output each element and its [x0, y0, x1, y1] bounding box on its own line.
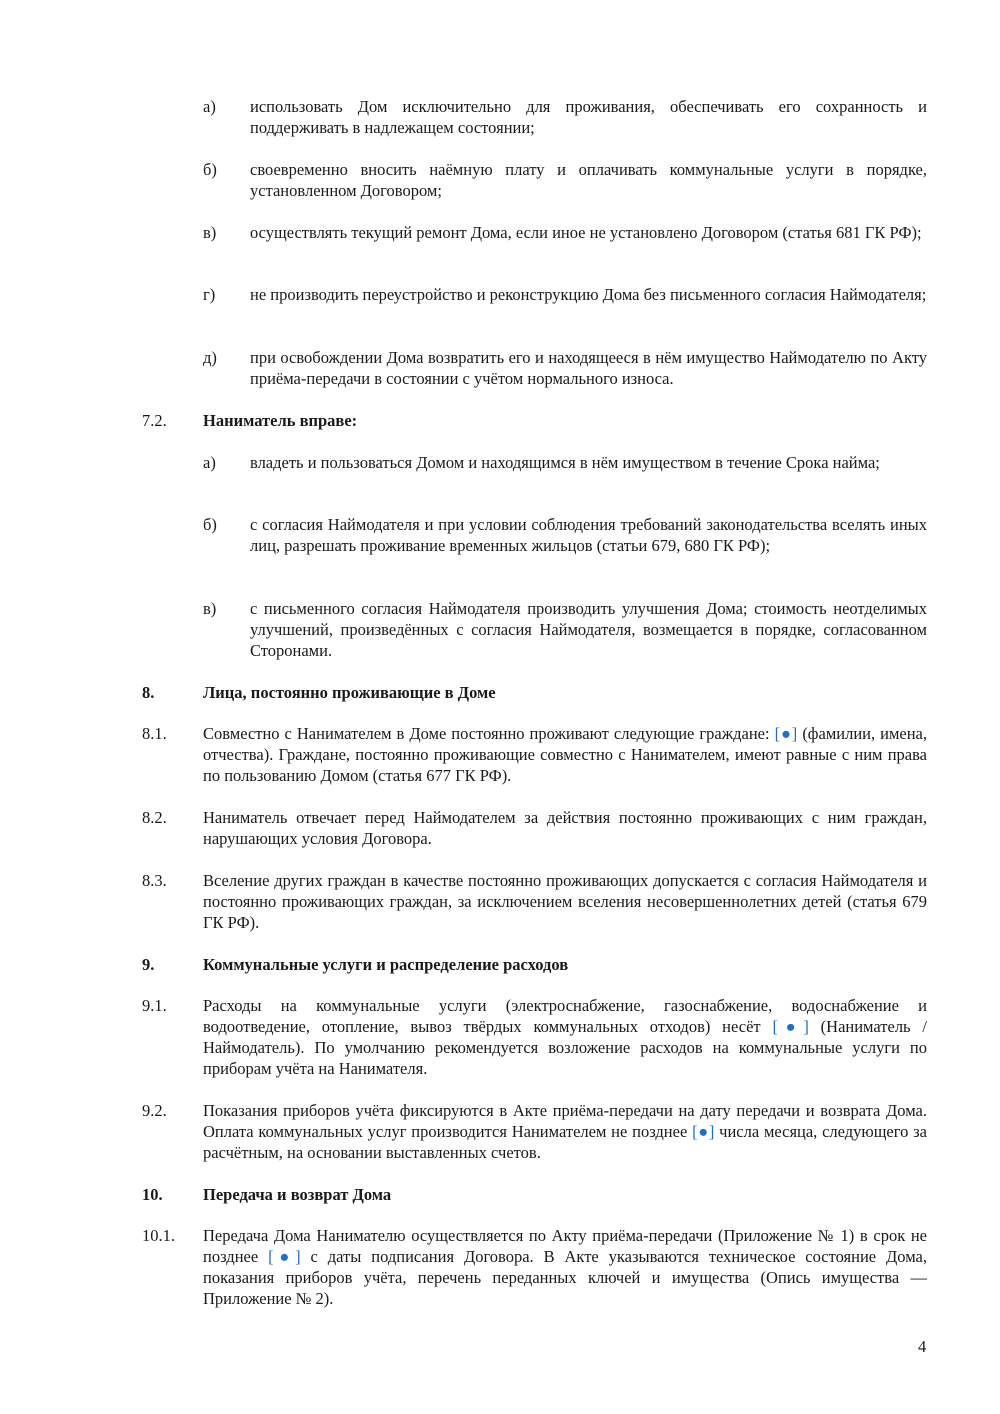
clause-number: 10.1.	[142, 1226, 175, 1245]
clause-number: 9.1.	[142, 996, 167, 1015]
section-title: Передача и возврат Дома	[203, 1185, 392, 1204]
section-number: 10.	[142, 1185, 163, 1204]
clause-text: Вселение других граждан в качестве постоянно проживающих допускается с согласия Наймодателя и постоянно проживающих граждан, за исключением вселения несовершеннолетних детей (статья 679 ГК РФ).	[203, 871, 927, 932]
clause-number: 9.2.	[142, 1101, 167, 1120]
clause-text: Наниматель отвечает перед Наймодателем за действия постоянно проживающих с ним граждан, нарушающих условия Договора.	[203, 808, 927, 848]
list-item-text: с согласия Наймодателя и при условии соблюдения требований законодательства вселять иных лиц, разрешать проживание временных жильцов (статьи 679, 680 ГК РФ);	[250, 515, 927, 555]
clause-number: 8.2.	[142, 808, 167, 827]
list-item-label: д)	[203, 348, 217, 367]
list-item-label: в)	[203, 599, 217, 618]
list-item-label: а)	[203, 97, 216, 116]
section-title: Коммунальные услуги и распределение расходов	[203, 955, 569, 974]
list-item-label: в)	[203, 223, 217, 242]
placeholder-marker: [●]	[692, 1122, 715, 1141]
list-item-label: г)	[203, 285, 216, 304]
clause-text: Передача Дома Нанимателю осуществляется по Акту приёма-передачи (Приложение № 1) в срок не позднее [●] с даты подписания Договора. В Акте указываются техническое состояние Дома, показания приборов учёта, перечень переданных ключей и имущества (Опись имущества — Приложение № 2).	[203, 1226, 927, 1308]
clause-number: 8.3.	[142, 871, 167, 890]
list-item-label: а)	[203, 453, 216, 472]
clause-text: Показания приборов учёта фиксируются в Акте приёма-передачи на дату передачи и возврата Дома. Оплата коммунальных услуг производится Нанимателем не позднее [●] числа месяца, следующего за расчётным, на основании выставленных счетов.	[203, 1101, 927, 1162]
list-item-label: б)	[203, 160, 217, 179]
list-item-text: не производить переустройство и реконструкцию Дома без письменного согласия Наймодателя;	[250, 285, 927, 304]
clause-heading-text: Наниматель вправе:	[203, 411, 358, 430]
placeholder-marker: [●]	[772, 1017, 809, 1036]
list-item-label: б)	[203, 515, 217, 534]
clause-number: 8.1.	[142, 724, 167, 743]
placeholder-marker: [●]	[774, 724, 798, 743]
list-item-text: использовать Дом исключительно для проживания, обеспечивать его сохранность и поддерживать в надлежащем состоянии;	[250, 97, 927, 137]
clause-text: Совместно с Нанимателем в Доме постоянно проживают следующие граждане: [●] (фамилии, имена, отчества). Граждане, постоянно проживающие совместно с Нанимателем, имеют равные с ним права по пользованию Домом (статья 677 ГК РФ).	[203, 724, 927, 785]
section-title: Лица, постоянно проживающие в Доме	[203, 683, 496, 702]
list-item-text: с письменного согласия Наймодателя производить улучшения Дома; стоимость неотделимых улучшений, произведённых с согласия Наймодателя, возмещается в порядке, согласованном Сторонами.	[250, 599, 927, 660]
list-item-text: своевременно вносить наёмную плату и оплачивать коммунальные услуги в порядке, установленном Договором;	[250, 160, 927, 200]
section-number: 9.	[142, 955, 155, 974]
page-number: 4	[918, 1337, 927, 1356]
clause-text: Расходы на коммунальные услуги (электроснабжение, газоснабжение, водоснабжение и водоотведение, отопление, вывоз твёрдых коммунальных отходов) несёт [●] (Наниматель / Наймодатель). По умолчанию рекомендуется возложение расходов на коммунальные услуги по приборам учёта на Нанимателя.	[203, 996, 927, 1078]
list-item-text: осуществлять текущий ремонт Дома, если иное не установлено Договором (статья 681 ГК РФ);	[250, 223, 922, 242]
placeholder-marker: [●]	[268, 1247, 301, 1266]
list-item-text: при освобождении Дома возвратить его и находящееся в нём имущество Наймодателю по Акту приёма-передачи в состоянии с учётом нормального износа.	[250, 348, 927, 388]
clause-number: 7.2.	[142, 411, 167, 430]
list-item-text: владеть и пользоваться Домом и находящимся в нём имуществом в течение Срока найма;	[250, 453, 880, 472]
section-number: 8.	[142, 683, 155, 702]
